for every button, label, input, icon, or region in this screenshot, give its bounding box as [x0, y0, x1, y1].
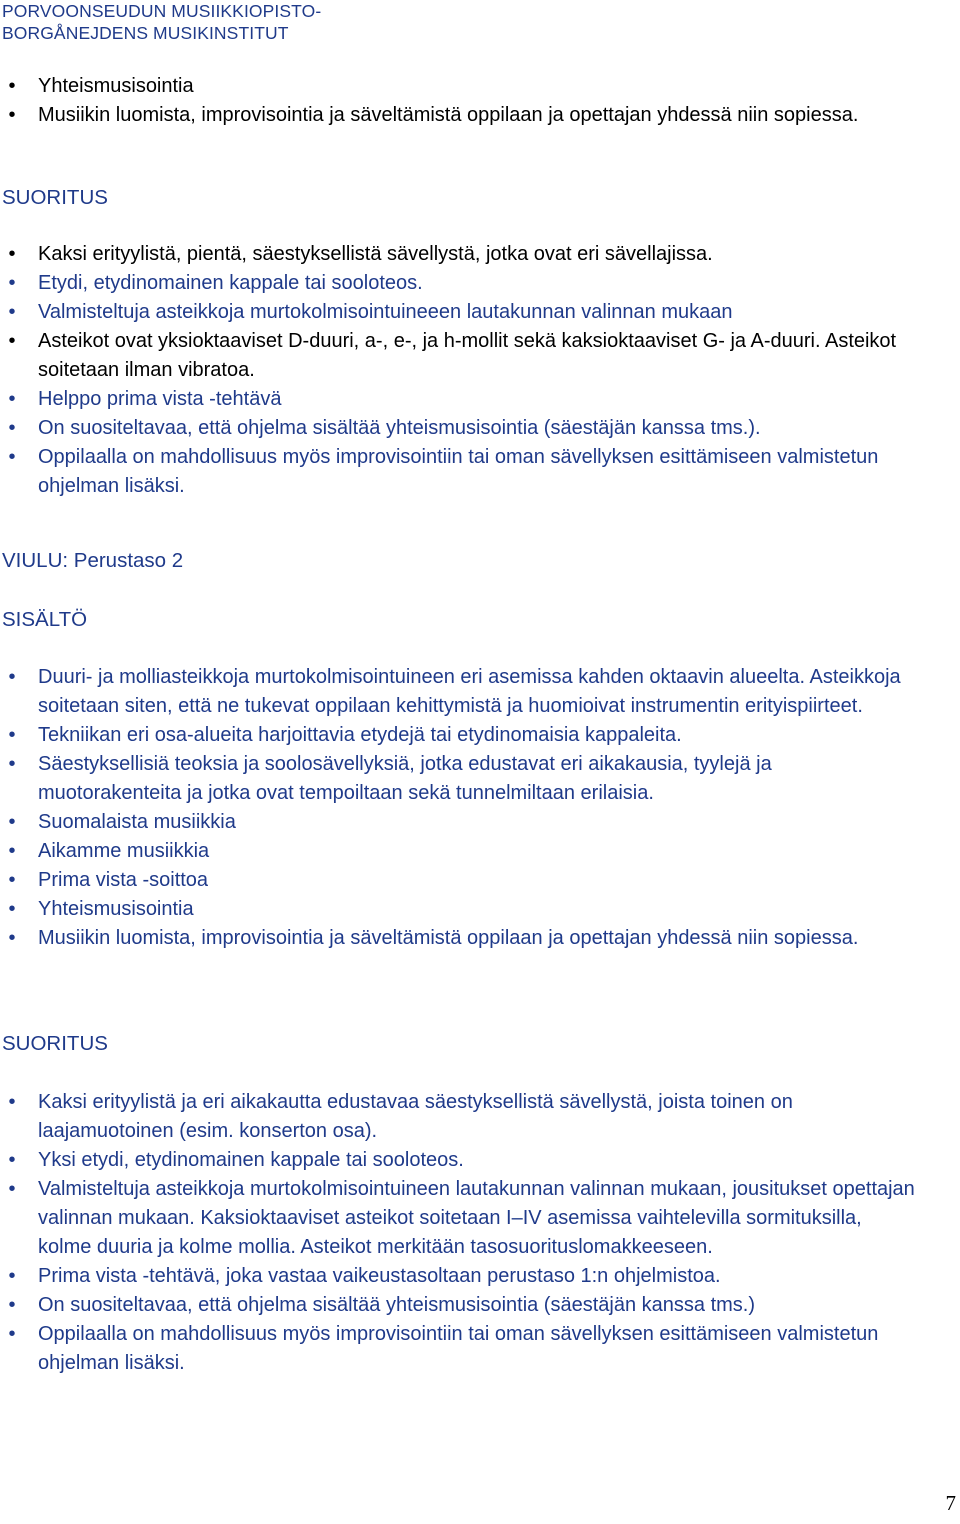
bullet-icon: • [8, 75, 16, 97]
list-item: • Suomalaista musiikkia [0, 808, 918, 837]
header-line-2: BORGÅNEJDENS MUSIKINSTITUT [2, 23, 289, 43]
list-item: • Kaksi erityylistä ja eri aikakautta edustavaa säestyksellistä sävellystä, joista toinen on laajamuotoinen (esim. konserton osa). [0, 1088, 918, 1146]
sisalto-heading: SISÄLTÖ [2, 608, 88, 631]
bullet-icon: • [8, 243, 16, 265]
list-item: • Kaksi erityylistä, pientä, säestyksellistä sävellystä, jotka ovat eri sävellajissa. [0, 240, 918, 269]
section1-suoritus-list [0, 240, 918, 501]
list-item: • Asteikot ovat yksioktaaviset D-duuri, a-, e-, ja h-mollit sekä kaksioktaaviset G- ja A-duuri. Asteikot soitetaan ilman vibratoa. [0, 327, 918, 385]
list-item: • Musiikin luomista, improvisointia ja säveltämistä oppilaan ja opettajan yhdessä niin sopiessa. [0, 924, 918, 953]
bullet-icon: • [8, 666, 16, 688]
bullet-icon: • [8, 811, 16, 833]
suoritus-heading-1: SUORITUS [2, 186, 108, 209]
list-item: • Säestyksellisiä teoksia ja soolosävellyksiä, jotka edustavat eri aikakausia, tyylejä ja muotorakenteita ja jotka ovat tempoiltaan sekä tunnelmiltaan erilaisia. [0, 750, 918, 808]
list-item: • On suositeltavaa, että ohjelma sisältää yhteismusisointia (säestäjän kanssa tms.). [0, 414, 918, 443]
list-item: • Yksi etydi, etydinomainen kappale tai sooloteos. [0, 1146, 918, 1175]
section2-suoritus-list [0, 1088, 918, 1378]
bullet-icon: • [8, 388, 16, 410]
section2-sisalto-list [0, 663, 918, 953]
list-item: • Oppilaalla on mahdollisuus myös improvisointiin tai oman sävellyksen esittämiseen valmistetun ohjelman lisäksi. [0, 1320, 918, 1378]
bullet-icon: • [8, 898, 16, 920]
suoritus-heading-2: SUORITUS [2, 1032, 108, 1055]
list-item: • Yhteismusisointia [0, 72, 918, 101]
bullet-icon: • [8, 104, 16, 126]
bullet-icon: • [8, 753, 16, 775]
bullet-icon: • [8, 1178, 16, 1200]
bullet-icon: • [8, 724, 16, 746]
list-item: • Yhteismusisointia [0, 895, 918, 924]
list-item: • Valmisteltuja asteikkoja murtokolmisointuineeen lautakunnan valinnan mukaan [0, 298, 918, 327]
bullet-icon: • [8, 1294, 16, 1316]
list-item: • Oppilaalla on mahdollisuus myös improvisointiin tai oman sävellyksen esittämiseen valmistetun ohjelman lisäksi. [0, 443, 918, 501]
bullet-icon: • [8, 301, 16, 323]
bullet-icon: • [8, 330, 16, 352]
bullet-icon: • [8, 446, 16, 468]
header-line-1: PORVOONSEUDUN MUSIIKKIOPISTO- [2, 1, 322, 21]
section2-title: VIULU: Perustaso 2 [2, 549, 184, 572]
list-item: • Aikamme musiikkia [0, 837, 918, 866]
section1-list [0, 72, 918, 130]
bullet-icon: • [8, 840, 16, 862]
page-number: 7 [945, 1491, 956, 1515]
list-item: • Etydi, etydinomainen kappale tai sooloteos. [0, 269, 918, 298]
bullet-icon: • [8, 1265, 16, 1287]
document-header [2, 0, 321, 44]
list-item: • Prima vista -tehtävä, joka vastaa vaikeustasoltaan perustaso 1:n ohjelmistoa. [0, 1262, 918, 1291]
list-item: • Prima vista -soittoa [0, 866, 918, 895]
bullet-icon: • [8, 927, 16, 949]
bullet-icon: • [8, 1091, 16, 1113]
bullet-icon: • [8, 1149, 16, 1171]
bullet-icon: • [8, 272, 16, 294]
bullet-icon: • [8, 417, 16, 439]
list-item: • Musiikin luomista, improvisointia ja säveltämistä oppilaan ja opettajan yhdessä niin sopiessa. [0, 101, 918, 130]
list-item: • Duuri- ja molliasteikkoja murtokolmisointuineen eri asemissa kahden oktaavin alueelta. Asteikkoja soitetaan siten, että ne tukevat oppilaan kehittymistä ja huomioivat instrumentin erityispiirteet. [0, 663, 918, 721]
list-item: • On suositeltavaa, että ohjelma sisältää yhteismusisointia (säestäjän kanssa tms.) [0, 1291, 918, 1320]
list-item: • Helppo prima vista -tehtävä [0, 385, 918, 414]
bullet-icon: • [8, 869, 16, 891]
bullet-icon: • [8, 1323, 16, 1345]
list-item: • Valmisteltuja asteikkoja murtokolmisointuineen lautakunnan valinnan mukaan, jousitukset opettajan valinnan mukaan. Kaksioktaaviset asteikot soitetaan I–IV asemissa vaihtelevilla sormituksilla, kolme duuria ja kolme mollia. Asteikot merkitään tasosuorituslomakkeeseen. [0, 1175, 918, 1262]
list-item: • Tekniikan eri osa-alueita harjoittavia etydejä tai etydinomaisia kappaleita. [0, 721, 918, 750]
